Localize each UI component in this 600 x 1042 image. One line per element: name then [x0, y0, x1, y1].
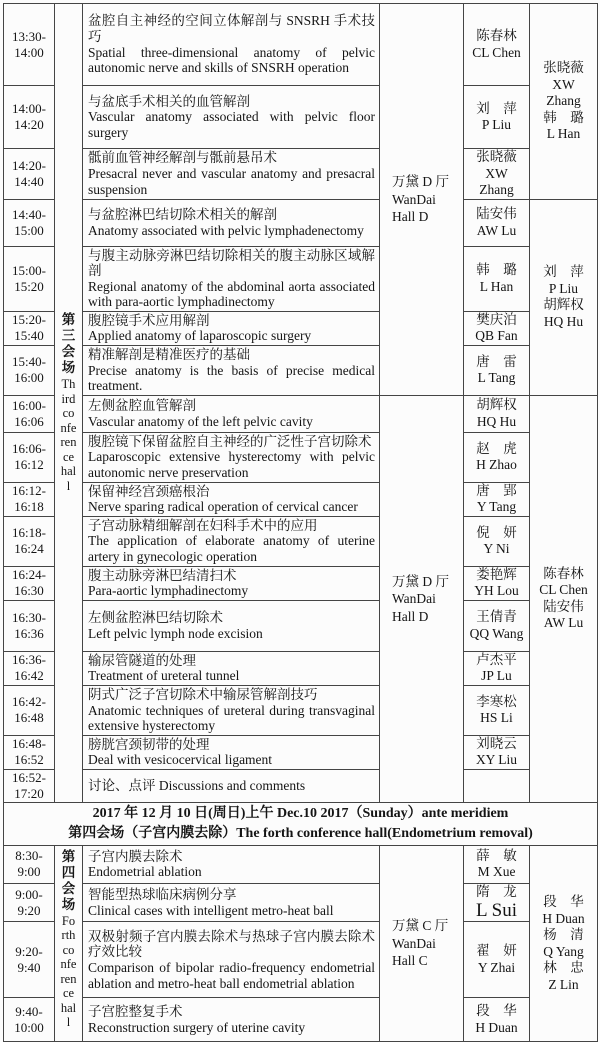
session-row: [4, 883, 598, 922]
session-time: 9:40-10:00: [4, 998, 55, 1042]
session-title-zh: 输尿管隧道的处理: [88, 652, 196, 668]
session-title-en: Regional anatomy of the abdominal aorta associated with para-aortic lymphadinectomy: [88, 278, 375, 310]
speaker-zh: 薛 敏: [476, 847, 517, 863]
speaker-en: Y Tang: [476, 499, 517, 515]
session-title-en: Reconstruction surgery of uterine cavity: [88, 1019, 306, 1035]
speaker-cell: [464, 149, 530, 200]
speaker-en: QB Fan: [475, 328, 518, 344]
session-title: [83, 922, 380, 998]
session-title-en: Applied anatomy of laparoscopic surgery: [88, 328, 312, 344]
speaker-cell: [464, 395, 530, 432]
session-row: [4, 845, 598, 883]
speaker-zh: 赵 虎: [476, 440, 517, 456]
venue-name-zh: 万黛 C 厅: [392, 918, 449, 934]
moderator-zh: 韩 璐: [543, 109, 584, 125]
moderator-en: HQ Hu: [543, 313, 584, 329]
moderator-cell: [530, 845, 598, 1042]
moderator-zh: 陈春林: [543, 565, 584, 581]
session-row: [4, 346, 598, 396]
speaker-cell: [464, 685, 530, 735]
moderator-zh: 陆安伟: [543, 598, 584, 614]
moderator-zh: 刘 萍: [543, 264, 584, 280]
session-row: [4, 600, 598, 651]
moderator-en: L Han: [546, 126, 581, 141]
session-title: [83, 769, 380, 802]
session-time: 16:30-16:36: [4, 600, 55, 651]
session-title-en: Presacral never and vascular anatomy and presacral suspension: [88, 165, 375, 197]
hall3-venue-cell: [380, 395, 464, 802]
speaker-cell: [464, 4, 530, 86]
speaker-en: HS Li: [480, 710, 513, 726]
speaker-en: YH Lou: [474, 583, 519, 599]
speaker-cell: [464, 922, 530, 998]
moderator-zh: 杨 清: [543, 927, 584, 943]
session-title-en: Anatomic techniques of ureteral during transvaginal extensive hysterectomy: [88, 702, 375, 734]
moderator-en: Z Lin: [548, 976, 579, 992]
speaker-en: L Han: [479, 278, 514, 294]
hall4-label-en: Forth conference hall: [60, 913, 77, 1030]
speaker-cell: [464, 86, 530, 149]
speaker-en: H Zhao: [476, 457, 517, 473]
session-title-zh: 盆腔自主神经的空间立体解剖与 SNSRH 手术技巧: [88, 13, 375, 44]
session-row: [4, 199, 598, 246]
speaker-zh: 卢杰平: [476, 651, 517, 667]
speaker-zh: 陆安伟: [476, 206, 517, 221]
speaker-en: L Sui: [476, 900, 517, 922]
session-time: 16:42-16:48: [4, 685, 55, 735]
session-time: 16:18-16:24: [4, 516, 55, 566]
session-title-zh: 阴式广泛子宫切除术中输尿管解剖技巧: [88, 686, 318, 702]
session-title-zh: 双极射频子宫内膜去除术与热球子宫内膜去除术疗效比较: [88, 928, 375, 960]
session-time: 9:00-9:20: [4, 883, 55, 922]
session-title-en: Endometrial ablation: [88, 864, 202, 880]
speaker-en: XW Zhang: [479, 165, 514, 197]
speaker-cell: [464, 600, 530, 651]
session-title: [83, 735, 380, 769]
session-title-en: Vascular anatomy associated with pelvic floor surgery: [88, 109, 375, 140]
session-title-zh: 与腹主动脉旁淋巴结切除相关的腹主动脉区域解剖: [88, 247, 375, 279]
speaker-cell: [464, 311, 530, 345]
session-title: [83, 395, 380, 432]
speaker-zh: 张晓薇: [476, 149, 517, 164]
speaker-zh: 段 华: [476, 1003, 517, 1019]
moderator-en: H Duan: [542, 910, 585, 926]
session-title-zh: 智能型热球临床病例分享: [88, 887, 237, 903]
session-row: [4, 769, 598, 802]
hall4-label-zh: 第四会场: [61, 848, 76, 912]
session-row: [4, 149, 598, 200]
hall3-label-en: Third conference hall: [60, 377, 77, 493]
session-time: 15:40-16:00: [4, 346, 55, 396]
session-title-zh: 子宫腔整复手术: [88, 1004, 183, 1020]
session-time: 16:36-16:42: [4, 651, 55, 685]
session-title: [83, 651, 380, 685]
session-title: [83, 845, 380, 883]
session-title: [83, 998, 380, 1042]
session-row: [4, 685, 598, 735]
speaker-en: H Duan: [475, 1019, 518, 1035]
speaker-zh: 刘 萍: [476, 100, 517, 116]
speaker-en: JP Lu: [481, 668, 512, 684]
speaker-en: P Liu: [481, 117, 512, 132]
speaker-zh: 娄艳辉: [476, 566, 517, 582]
section-header-row: [4, 802, 598, 845]
session-title-en: Left pelvic lymph node excision: [88, 625, 263, 641]
session-row: [4, 482, 598, 516]
session-row: [4, 4, 598, 86]
hall3-label-zh: 第三会场: [61, 312, 76, 376]
moderator-en: P Liu: [548, 280, 579, 296]
speaker-zh: 樊庆泊: [476, 311, 517, 327]
session-title: [83, 199, 380, 246]
moderator-en: XW Zhang: [546, 76, 581, 108]
speaker-cell: [464, 998, 530, 1042]
conference-schedule-table: [3, 3, 598, 1042]
session-time: 8:30-9:00: [4, 845, 55, 883]
session-title: [83, 566, 380, 600]
session-title-en: Anatomy associated with pelvic lymphadenectomy: [88, 222, 364, 238]
session-title-en: Clinical cases with intelligent metro-heat ball: [88, 902, 334, 918]
session-title-en: Para-aortic lymphadinectomy: [88, 583, 249, 599]
speaker-cell: [464, 566, 530, 600]
session-time: 14:40-15:00: [4, 199, 55, 246]
session-title: [83, 246, 380, 311]
speaker-zh: 隋 龙: [476, 883, 517, 899]
session-title-en: Treatment of ureteral tunnel: [88, 668, 240, 684]
venue-name-en: WanDai Hall D: [392, 191, 436, 225]
session-title-zh: 与盆腔淋巴结切除术相关的解剖: [88, 206, 277, 222]
speaker-en: AW Lu: [476, 222, 517, 238]
session-title-zh: 腹主动脉旁淋巴结清扫术: [88, 567, 237, 583]
session-title-zh: 左侧盆腔血管解剖: [88, 398, 196, 414]
venue-name-en: WanDai Hall C: [392, 935, 436, 969]
session-time: 13:30-14:00: [4, 4, 55, 86]
session-title: [83, 149, 380, 200]
session-row: [4, 395, 598, 432]
venue-name-zh: 万黛 D 厅: [392, 573, 449, 589]
hall4-vertical-label: [55, 845, 83, 1042]
speaker-zh: 胡辉权: [476, 397, 517, 413]
session-time: 16:24-16:30: [4, 566, 55, 600]
date-header-line1: 2017 年 12 月 10 日(周日)上午 Dec.10 2017（Sunday）ante meridiem: [92, 805, 509, 821]
speaker-zh: 翟 妍: [476, 943, 517, 959]
session-title: [83, 432, 380, 482]
moderator-en: CL Chen: [539, 582, 588, 598]
moderator-en: AW Lu: [543, 615, 584, 631]
session-title-zh: 腹腔镜手术应用解剖: [88, 312, 210, 328]
session-time: 15:20-15:40: [4, 311, 55, 345]
session-title-zh: 子宫内膜去除术: [88, 848, 183, 864]
session-title: [83, 311, 380, 345]
speaker-en: Y Ni: [483, 541, 510, 557]
session-title-zh: 腹腔镜下保留盆腔自主神经的广泛性子宫切除术: [88, 433, 372, 449]
speaker-cell: [464, 516, 530, 566]
session-row: [4, 432, 598, 482]
speaker-zh: 刘晓云: [476, 735, 517, 751]
speaker-cell: [464, 432, 530, 482]
session-time: 14:00-14:20: [4, 86, 55, 149]
session-title-zh: 膀胱宫颈韧带的处理: [88, 736, 210, 752]
session-row: [4, 246, 598, 311]
session-title-zh: 左侧盆腔淋巴结切除术: [88, 610, 223, 626]
moderator-zh: 胡辉权: [543, 297, 584, 313]
session-title-en: Laparoscopic extensive hysterectomy with pelvic autonomic nerve preservation: [88, 449, 375, 481]
session-row: [4, 922, 598, 998]
session-title: [83, 600, 380, 651]
session-title-en: Nerve sparing radical operation of cervical cancer: [88, 499, 358, 515]
session-title-en: Deal with vesicocervical ligament: [88, 752, 273, 768]
session-title: [83, 516, 380, 566]
moderator-zh: 张晓薇: [543, 60, 584, 75]
session-title: [83, 346, 380, 396]
speaker-cell: [464, 883, 530, 922]
speaker-cell: [464, 735, 530, 769]
session-time: 16:12-16:18: [4, 482, 55, 516]
session-time: 9:20-9:40: [4, 922, 55, 998]
moderator-cell: [530, 395, 598, 802]
speaker-zh: 王倩青: [476, 609, 517, 625]
moderator-en: Q Yang: [543, 943, 584, 959]
speaker-zh: 陈春林: [476, 28, 517, 43]
session-row: [4, 651, 598, 685]
session-title: [83, 482, 380, 516]
date-header-line2: 第四会场（子宫内膜去除）The forth conference hall(Endometrium removal): [68, 825, 533, 841]
moderator-zh: 段 华: [543, 894, 584, 910]
session-title: [83, 685, 380, 735]
speaker-zh: 韩 璐: [476, 262, 517, 278]
session-title-en: Spatial three-dimensional anatomy of pelvic autonomic nerve and skills of SNSRH operation: [88, 44, 375, 76]
session-time: 16:00-16:06: [4, 395, 55, 432]
session-title-zh: 精准解剖是精准医疗的基础: [88, 347, 250, 363]
speaker-cell: [464, 651, 530, 685]
speaker-cell: [464, 346, 530, 396]
session-title-zh: 与盆底手术相关的血管解剖: [88, 93, 250, 109]
speaker-cell: [464, 246, 530, 311]
hall3-vertical-label: [55, 4, 83, 803]
speaker-en: M Xue: [477, 864, 516, 880]
venue-name-zh: 万黛 D 厅: [392, 174, 449, 190]
session-title: [83, 86, 380, 149]
speaker-zh: 唐 郢: [476, 482, 517, 498]
session-time: 15:00-15:20: [4, 246, 55, 311]
session-title-zh: 讨论、点评 Discussions and comments: [88, 778, 306, 794]
speaker-en: XY Liu: [475, 752, 518, 768]
speaker-en: CL Chen: [472, 44, 521, 60]
speaker-en: Y Zhai: [477, 959, 516, 975]
section-header: [4, 802, 598, 845]
session-row: [4, 311, 598, 345]
session-title-zh: 保留神经宫颈癌根治: [88, 483, 210, 499]
session-title-en: The application of elaborate anatomy of uterine artery in gynecologic operation: [88, 533, 375, 564]
session-title-en: Comparison of bipolar radio-frequency endometrial ablation and metro-heat ball endometrial ablation: [88, 959, 375, 991]
speaker-en: L Tang: [477, 370, 516, 386]
session-title-zh: 子宫动脉精细解剖在妇科手术中的应用: [88, 517, 318, 533]
speaker-en: QQ Wang: [469, 625, 524, 641]
speaker-cell: [464, 482, 530, 516]
speaker-cell: [464, 845, 530, 883]
session-time: 14:20-14:40: [4, 149, 55, 200]
session-row: [4, 86, 598, 149]
moderator-cell: [530, 199, 598, 395]
moderator-zh: 林 忠: [543, 960, 584, 976]
speaker-cell: [464, 199, 530, 246]
speaker-zh: 李寒松: [476, 693, 517, 709]
speaker-zh: 唐 雷: [476, 353, 517, 369]
session-title: [83, 883, 380, 922]
session-title-zh: 骶前血管神经解剖与骶前悬吊术: [88, 150, 277, 166]
hall3-venue-cell: [380, 4, 464, 396]
speaker-cell: [464, 769, 530, 802]
session-time: 16:52-17:20: [4, 769, 55, 802]
session-row: [4, 566, 598, 600]
session-time: 16:48-16:52: [4, 735, 55, 769]
session-title-en: Vascular anatomy of the left pelvic cavity: [88, 413, 313, 429]
session-title: [83, 4, 380, 86]
session-row: [4, 735, 598, 769]
speaker-zh: 倪 妍: [476, 524, 517, 540]
moderator-cell: [530, 4, 598, 200]
session-row: [4, 998, 598, 1042]
session-title-en: Precise anatomy is the basis of precise medical treatment.: [88, 362, 375, 394]
session-row: [4, 516, 598, 566]
venue-name-en: WanDai Hall D: [392, 591, 436, 624]
hall4-venue-cell: [380, 845, 464, 1042]
speaker-en: HQ Hu: [476, 413, 517, 429]
session-time: 16:06-16:12: [4, 432, 55, 482]
